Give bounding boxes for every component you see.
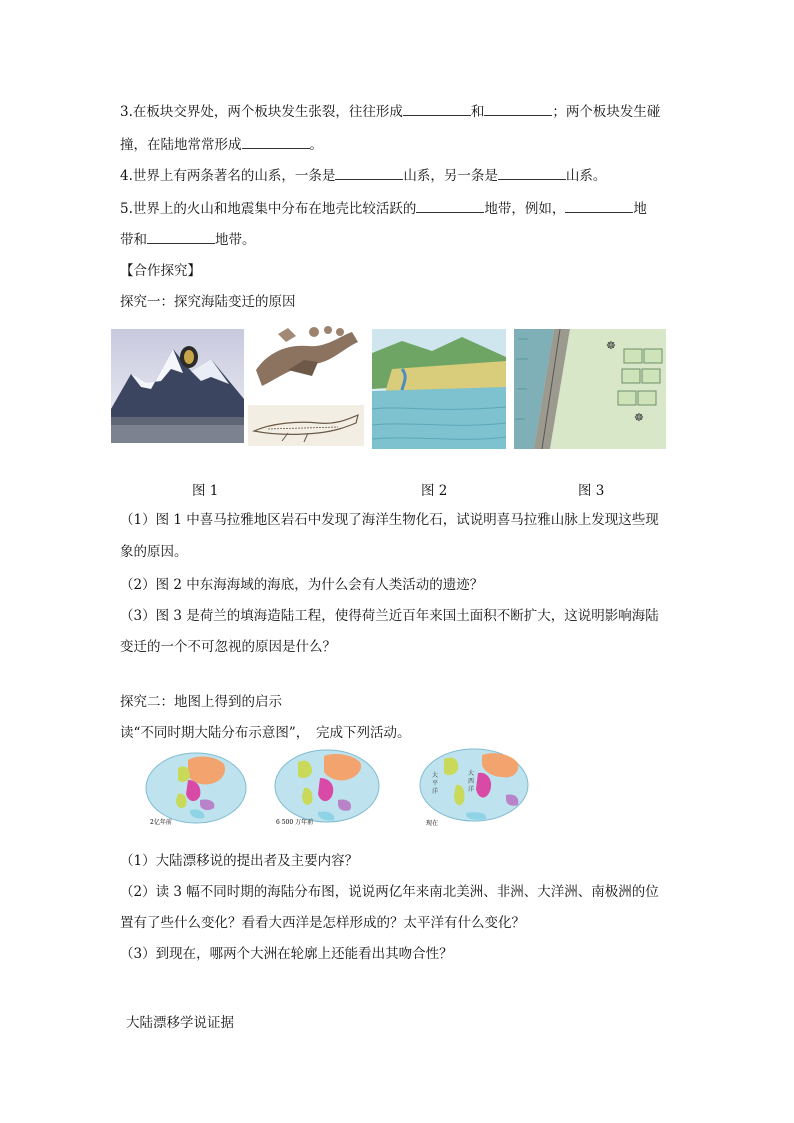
explore-1-question-1-line-2: 象的原因。	[120, 544, 188, 560]
answer-blank[interactable]	[416, 198, 484, 213]
explore-1-question-2: （2）图 2 中东海海域的海底，为什么会有人类活动的遗迹？	[120, 577, 484, 593]
globe-200-million-years-ago	[144, 750, 248, 828]
himalaya-photo	[111, 329, 244, 443]
question-3-line-2: 撞，在陆地常常形成 。	[120, 134, 323, 155]
netherlands-reclamation-illustration	[514, 329, 666, 449]
question-5-line-2: 带和 地带。	[120, 229, 256, 250]
answer-blank[interactable]	[565, 198, 633, 213]
explore-1-question-1-line-1: （1）图 1 中喜马拉雅地区岩石中发现了海洋生物化石，试说明喜马拉雅山脉上发现这些现	[120, 512, 659, 528]
question-5-line-1: 5.世界上的火山和地震集中分布在地壳比较活跃的 地带，例如， 地	[120, 198, 647, 219]
globe-label: 现在	[426, 820, 439, 827]
globe-label: 6 500 万年前	[276, 819, 314, 826]
section-heading-cooperation: 【合作探究】	[120, 263, 201, 279]
ichthyosaur-fossil-photo	[248, 405, 364, 446]
globe-present-day	[416, 747, 534, 827]
ocean-text: 西	[468, 778, 475, 785]
evidence-heading: 大陆漂移学说证据	[126, 1015, 234, 1031]
explore-1-question-3-line-1: （3）图 3 是荷兰的填海造陆工程，使得荷兰近百年来国土面积不断扩大，这说明影响海陆	[120, 608, 659, 624]
question-3-line-1: 3.在板块交界处，两个板块发生张裂，往往形成 和 ；两个板块发生碰	[120, 101, 660, 122]
figure-3-caption: 图 3	[578, 483, 605, 499]
ocean-text: 大	[468, 770, 475, 777]
ocean-text: 洋	[468, 786, 475, 793]
svg-text:☸: ☸	[634, 411, 644, 424]
answer-blank[interactable]	[484, 101, 552, 116]
answer-blank[interactable]	[403, 101, 471, 116]
explore-2-title: 探究二：地图上得到的启示	[120, 694, 282, 710]
explore-2-question-2-line-2: 置有了些什么变化？看看大西洋是怎样形成的？太平洋有什么变化？	[120, 915, 525, 931]
answer-blank[interactable]	[498, 165, 566, 180]
ocean-text: 平	[432, 780, 439, 787]
fossil-photo	[248, 322, 364, 400]
explore-1-title: 探究一：探究海陆变迁的原因	[120, 294, 296, 310]
answer-blank[interactable]	[335, 165, 403, 180]
explore-2-question-2-line-1: （2）读 3 幅不同时期的海陆分布图，说说两亿年来南北美洲、非洲、大洋洲、南极洲的位	[120, 884, 659, 900]
east-china-sea-illustration	[372, 329, 506, 449]
explore-2-intro: 读“不同时期大陆分布示意图”， 完成下列活动。	[120, 725, 411, 741]
globe-65-million-years-ago	[272, 748, 382, 828]
ocean-text: 洋	[432, 788, 439, 795]
question-4: 4.世界上有两条著名的山系，一条是 山系，另一条是 山系。	[120, 165, 606, 186]
answer-blank[interactable]	[242, 134, 310, 149]
explore-2-question-3: （3）到现在，哪两个大洲在轮廓上还能看出其吻合性？	[120, 946, 453, 962]
figure-2-caption: 图 2	[421, 483, 448, 499]
svg-text:☸: ☸	[606, 339, 616, 352]
explore-2-question-1: （1）大陆漂移说的提出者及主要内容？	[120, 853, 359, 869]
figure-1-caption: 图 1	[192, 483, 219, 499]
ocean-text: 大	[432, 772, 439, 779]
answer-blank[interactable]	[147, 229, 215, 244]
globe-label: 2亿年前	[150, 819, 172, 826]
explore-1-question-3-line-2: 变迁的一个不可忽视的原因是什么？	[120, 639, 336, 655]
